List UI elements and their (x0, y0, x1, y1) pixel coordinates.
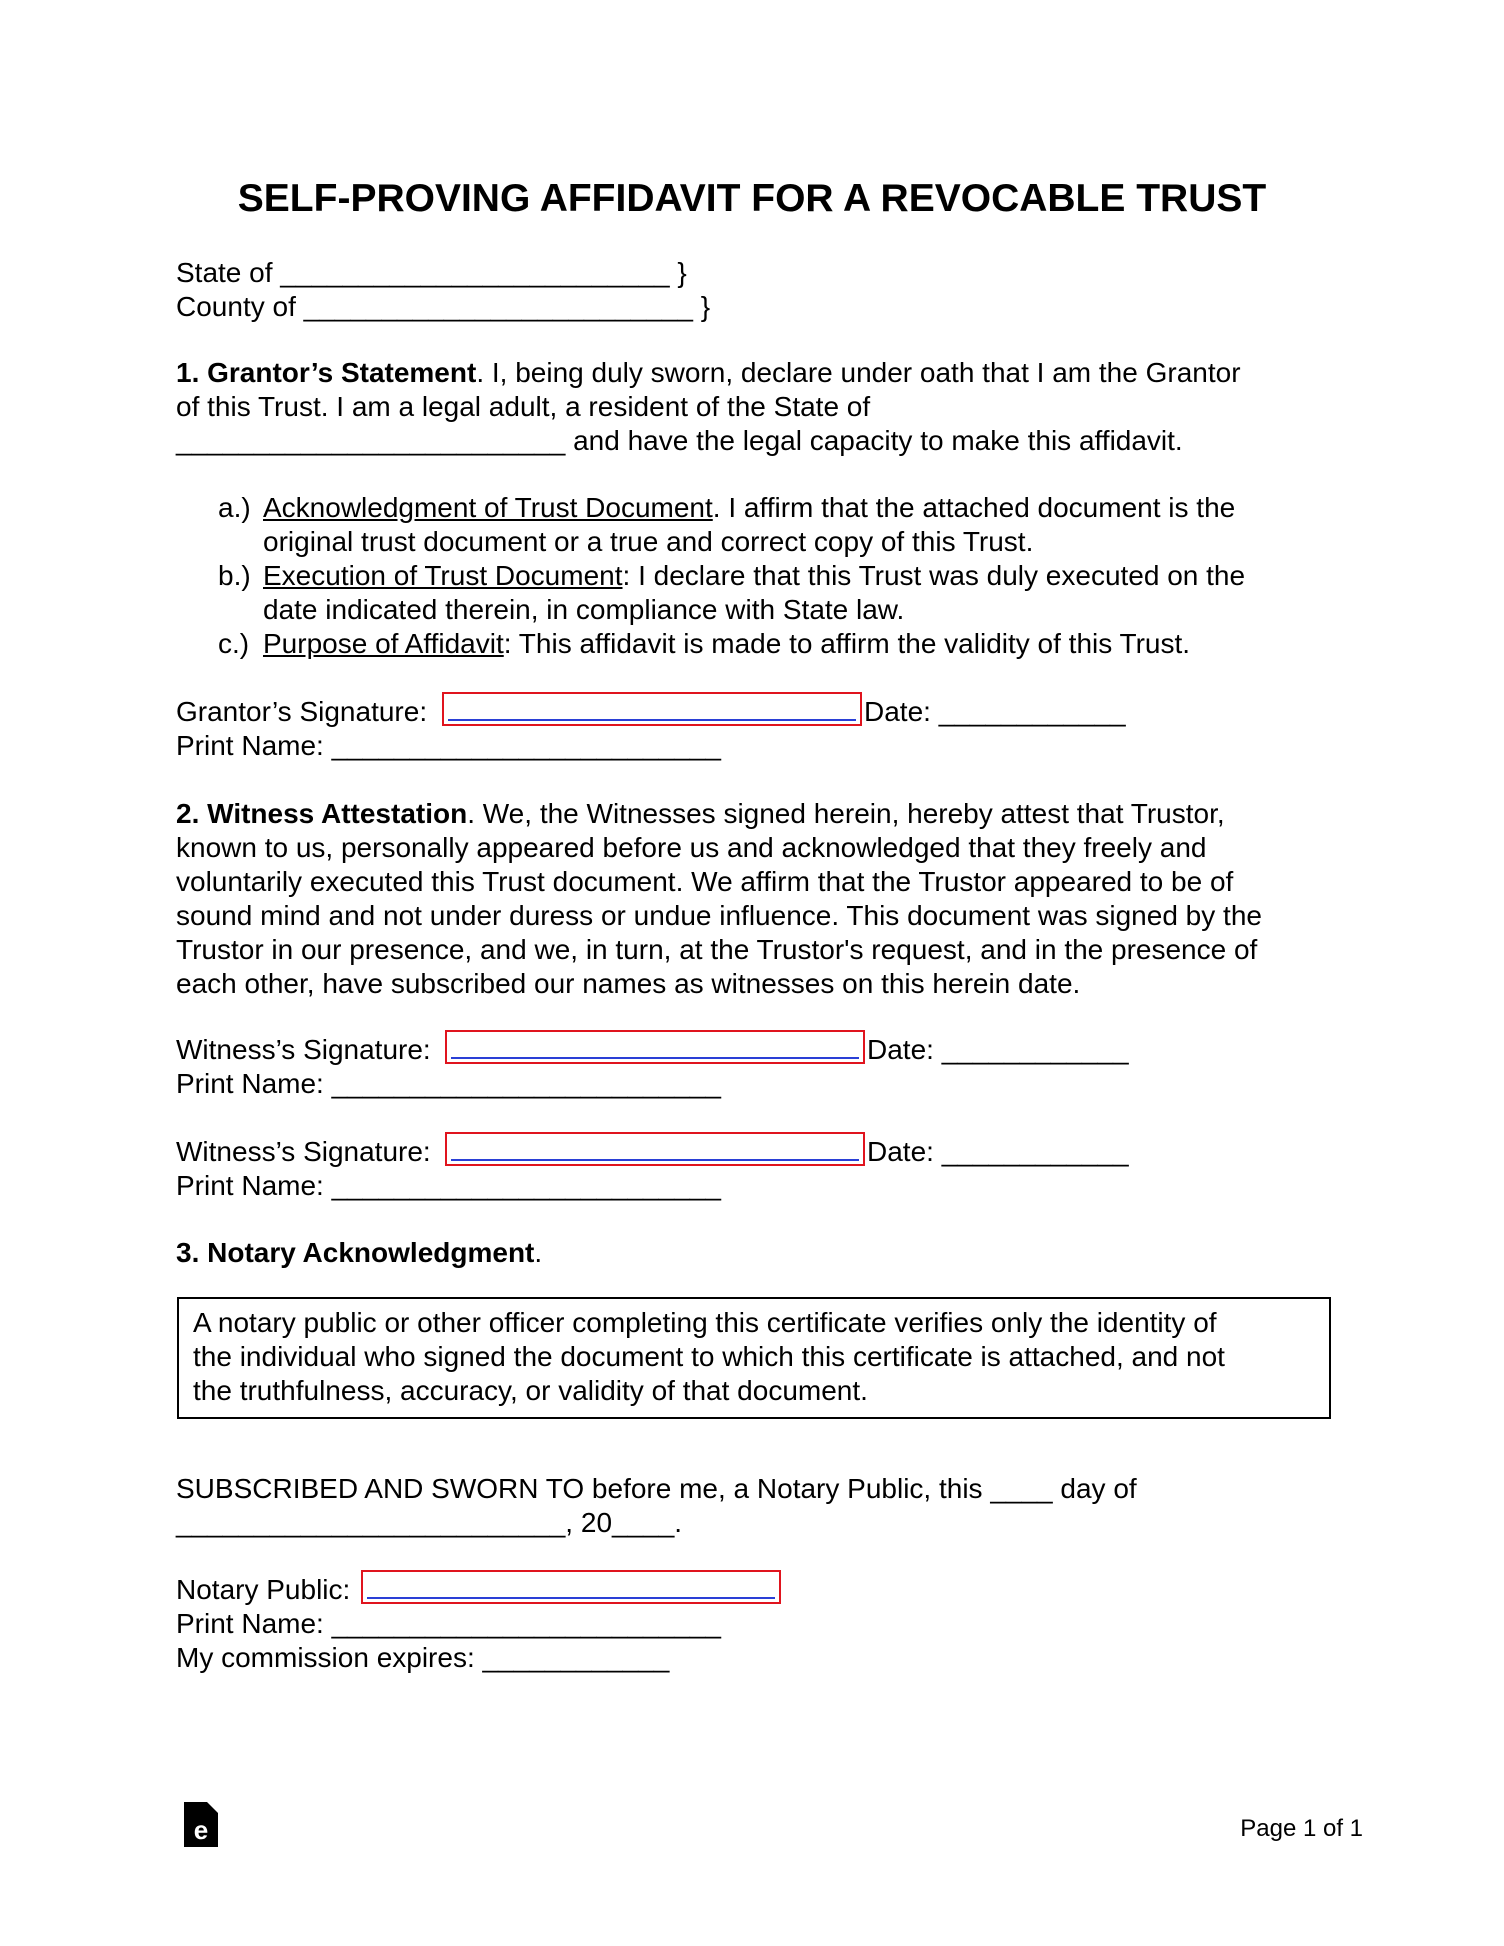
witness-1-signature-label: Witness’s Signature: (176, 1034, 431, 1065)
witness-2-signature-field[interactable] (445, 1132, 865, 1166)
witness-attestation-line-5: Trustor in our presence, and we, in turn, at the Trustor's request, and in the presence of (176, 934, 1258, 965)
witness-1-signature-line (451, 1057, 859, 1059)
commission-expires-field: My commission expires: ____________ (176, 1642, 670, 1673)
item-c-text: : This affidavit is made to affirm the validity of this Trust. (503, 628, 1191, 659)
notary-disclaimer-line-1: A notary public or other officer completing this certificate verifies only the identity of (193, 1307, 1217, 1338)
notary-acknowledgment-heading-line (176, 1236, 542, 1270)
notary-heading-period: . (534, 1237, 543, 1268)
eforms-logo-letter: e (193, 1815, 209, 1845)
witness-2-date-field: Date: ____________ (867, 1136, 1129, 1167)
sworn-statement-line-2: _________________________, 20____. (176, 1507, 683, 1538)
witness-attestation-line-2: known to us, personally appeared before us and acknowledged that they freely and (176, 832, 1207, 863)
item-a-marker: a.) (218, 492, 251, 523)
witness-attestation-line-6: each other, have subscribed our names as witnesses on this herein date. (176, 968, 1081, 999)
item-a-line-1 (263, 491, 1235, 525)
notary-acknowledgment-heading: 3. Notary Acknowledgment (176, 1237, 535, 1268)
witness-1-date-field: Date: ____________ (867, 1034, 1129, 1065)
item-b-marker: b.) (218, 560, 251, 591)
grantor-signature-label: Grantor’s Signature: (176, 696, 428, 727)
item-c-line-1 (263, 627, 1190, 661)
grantor-statement-text: . I, being duly sworn, declare under oath that I am the Grantor (476, 357, 1241, 388)
witness-1-signature-field[interactable] (445, 1030, 865, 1064)
eforms-logo-icon (184, 1802, 218, 1847)
witness-attestation-line-3: voluntarily executed this Trust document. We affirm that the Trustor appeared to be of (176, 866, 1234, 897)
witness-2-signature-line (451, 1159, 859, 1161)
grantor-statement-line-2: of this Trust. I am a legal adult, a resident of the State of (176, 391, 871, 422)
witness-attestation-line-1 (176, 797, 1225, 831)
page-number: Page 1 of 1 (1240, 1815, 1363, 1842)
notary-signature-field[interactable] (361, 1570, 781, 1604)
grantor-print-name-field: Print Name: _________________________ (176, 730, 721, 761)
grantor-signature-field[interactable] (442, 692, 862, 726)
notary-signature-line (367, 1597, 775, 1599)
witness-attestation-line-4: sound mind and not under duress or undue influence. This document was signed by the (176, 900, 1262, 931)
document-title: SELF-PROVING AFFIDAVIT FOR A REVOCABLE TRUST (237, 177, 1267, 220)
item-a-title: Acknowledgment of Trust Document (263, 492, 713, 523)
item-b-text: : I declare that this Trust was duly executed on the (622, 560, 1246, 591)
item-b-line-2: date indicated therein, in compliance with State law. (263, 594, 905, 625)
grantor-statement-heading: 1. Grantor’s Statement (176, 357, 477, 388)
grantor-date-field: Date: ____________ (864, 696, 1126, 727)
item-b-title: Execution of Trust Document (263, 560, 623, 591)
item-c-title: Purpose of Affidavit (263, 628, 504, 659)
notary-print-name-field: Print Name: _________________________ (176, 1608, 721, 1639)
item-a-text: . I affirm that the attached document is the (712, 492, 1236, 523)
witness-attestation-text: . We, the Witnesses signed herein, hereby attest that Trustor, (467, 798, 1225, 829)
grantor-signature-line (448, 719, 856, 721)
witness-attestation-heading: 2. Witness Attestation (176, 798, 468, 829)
witness-2-print-name-field: Print Name: _________________________ (176, 1170, 721, 1201)
item-c-marker: c.) (218, 628, 250, 659)
item-b-line-1 (263, 559, 1245, 593)
grantor-statement-line-3: _________________________ and have the legal capacity to make this affidavit. (176, 425, 1183, 456)
notary-public-label: Notary Public: (176, 1574, 351, 1605)
witness-2-signature-label: Witness’s Signature: (176, 1136, 431, 1167)
county-of-field: County of _________________________ } (176, 291, 711, 322)
notary-disclaimer-line-3: the truthfulness, accuracy, or validity of that document. (193, 1375, 868, 1406)
witness-1-print-name-field: Print Name: _________________________ (176, 1068, 721, 1099)
item-a-line-2: original trust document or a true and correct copy of this Trust. (263, 526, 1034, 557)
notary-disclaimer-line-2: the individual who signed the document to which this certificate is attached, and not (193, 1341, 1225, 1372)
state-of-field: State of _________________________ } (176, 257, 687, 288)
sworn-statement-line-1: SUBSCRIBED AND SWORN TO before me, a Notary Public, this ____ day of (176, 1473, 1137, 1504)
grantor-statement-line-1 (176, 356, 1241, 390)
